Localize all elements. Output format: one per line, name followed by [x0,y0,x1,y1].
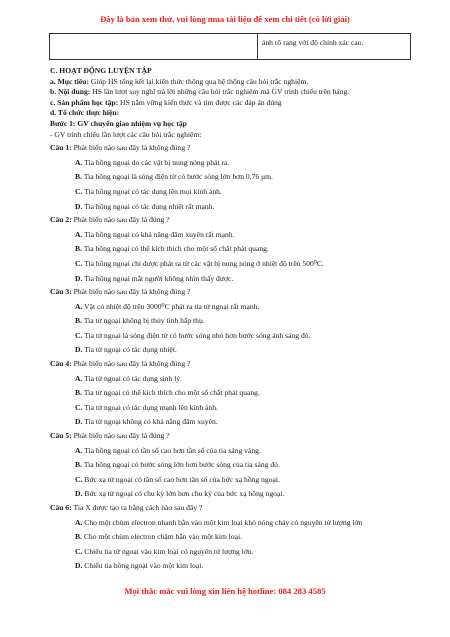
answer-option [50,345,412,356]
option-text: Tia hồng ngoại do các vật bị nung nóng phát ra. [82,157,230,167]
answer-option [50,532,412,543]
question [50,143,412,154]
question-text: Phát biểu nào sau đây là đúng ? [71,215,170,225]
option-letter: B. [75,172,82,182]
product-label: c. Sản phẩm học tập: [50,97,119,107]
option-letter: B. [75,532,82,542]
table-cell-text: ảnh rõ rang với độ chính xác cao. [262,38,364,47]
answer-option [50,417,412,428]
option-text: Chiếu tia hồng ngoại vào một kim loại. [82,561,204,571]
question-text: Phát biểu nào sau đây là không đúng ? [71,359,191,369]
option-text: Tia tử ngoại không có khả năng đâm xuyên. [82,417,218,427]
option-text: Tia tử ngoại không bị thủy tinh hấp thụ. [81,316,205,326]
answer-option [50,316,412,327]
answer-option [50,244,412,255]
option-letter: A. [75,517,83,527]
answer-option [50,331,412,342]
option-letter: B. [75,388,82,398]
option-text: Tia tử ngoại là sóng điện từ có bước sóng nhỏ hơn bước sóng ánh sáng đỏ. [82,330,311,340]
answer-option [50,259,412,270]
option-text: Tia hồng ngoại có tác dụng nhiệt rất mạnh. [82,201,215,211]
content-label: b. Nội dung: [50,87,91,97]
answer-option [50,403,412,414]
answer-option [50,202,412,213]
option-text: Tia tử ngoại có thể kích thích cho một số chất phát quang. [81,388,260,398]
option-text: Tia hồng ngoại mắt người không nhìn thấy được. [82,273,234,283]
option-letter: C. [75,474,83,484]
answer-option [50,561,412,572]
option-text: Tia hồng ngoại là sóng điện từ có bước sóng lớn hơn 0,76 μm. [81,172,273,182]
answer-option [50,388,412,399]
option-letter: C. [75,186,83,196]
option-letter: C. [75,258,83,268]
answer-option [50,489,412,500]
option-text: Tia tử ngoại có tác dụng sinh lý. [82,373,183,383]
option-text: Tia hồng ngoại chỉ được phát ra từ các vật bị nung nóng ở nhiệt độ trên 500⁰C. [82,258,324,268]
option-text: Tia hồng ngoại có thể kích thích cho một số chất phát quang. [81,244,269,254]
answer-option [50,518,412,529]
question [50,503,412,514]
table-fragment [49,33,411,60]
option-text: Tia hồng ngoại có tần số cao hơn tần số của tia sáng vàng. [82,445,261,455]
option-letter: C. [75,402,83,412]
question [50,287,412,298]
option-text: Bức xạ tử ngoại có chu kỳ lớn hơn chu kỳ của bức xạ hồng ngoại. [82,489,285,499]
question-text: Phát biểu nào sau đây là đúng ? [71,431,170,441]
option-text: Tia hồng ngoại có tác dụng lên mọi kính ảnh. [82,186,222,196]
option-text: Cho một chùm electron chậm bắn vào một kim loại. [81,532,243,542]
option-text: Vật có nhiệt độ trên 3000⁰C phát ra tia tử ngoại rất mạnh. [82,301,260,311]
question-text: Tia X được tạo ra bằng cách nào sau đây ? [71,503,203,512]
option-letter: B. [75,460,82,470]
question-label: Câu 5: [50,431,72,441]
option-letter: C. [75,330,83,340]
option-text: Chiếu tia tử ngoại vào kim loại có nguyên tử lượng lớn. [82,546,254,556]
answer-option [50,158,412,169]
option-letter: D. [75,201,83,211]
option-letter: D. [75,417,83,427]
step1-heading: Bước 1: GV chuyển giao nhiệm vụ học tập [50,118,187,128]
option-letter: A. [75,157,83,167]
answer-option [50,547,412,558]
option-text: Tia tử ngoại có tác dụng mạnh lên kính ảnh. [82,402,218,412]
table-cell-empty [50,34,258,59]
lesson-content [50,66,412,572]
answer-option [50,460,412,471]
answer-option [50,374,412,385]
option-letter: A. [75,373,83,383]
goal-line [50,77,412,88]
product-text: HS nắm vững kiến thức và tìm được các đáp án đúng [118,97,282,107]
content-text: HS lần lượt suy nghĩ trả lời những câu hỏi trắc nghiệm mà GV trình chiếu trên bảng. [90,87,350,97]
product-line [50,98,412,109]
option-letter: D. [75,489,83,499]
question-label: Câu 1: [50,143,72,153]
option-letter: D. [75,273,83,283]
content-line [50,87,412,98]
option-text: Cho một chùm electron nhanh bắn vào một kim loại khó nóng chảy có nguyên tử lượng lớn [82,517,363,527]
answer-option [50,475,412,486]
question-label: Câu 2: [50,215,72,225]
option-letter: B. [75,316,82,326]
question-label: Câu 4: [50,359,72,369]
goal-text: Giúp HS tổng kết lại kiến thức thông qua hệ thống câu hỏi trắc nghiệm. [89,76,309,86]
step1-description: - GV trình chiếu lần lượt các câu hỏi trắc nghiệm: [50,129,202,139]
option-text: Tia tử ngoại có tác dụng nhiệt. [82,345,177,355]
question [50,431,412,442]
question [50,215,412,226]
option-letter: D. [75,345,83,355]
question-label: Câu 3: [50,287,72,297]
question-text: Phát biểu nào sau đây là không đúng ? [71,143,191,153]
option-letter: A. [75,445,83,455]
option-letter: A. [75,301,83,311]
hotline-footer-banner: Mọi thắc mắc vui lòng xin liên hệ hotline: 084 283 4585 [124,586,326,596]
question-text: Phát biểu nào sau đây là không đúng ? [71,287,191,297]
answer-option [50,302,412,313]
preview-notice-banner: Đây là bản xem thử, vui lòng mua tài liệu để xem chi tiết (có lời giải) [100,14,350,24]
answer-option [50,446,412,457]
section-heading: C. HOẠT ĐỘNG LUYỆN TẬP [50,66,152,75]
option-text: Tia hồng ngoại có khả năng đâm xuyên rất mạnh. [82,229,235,239]
question [50,359,412,370]
option-text: Tia hồng ngoại có bước sóng lớn hơn bước sóng của tia sáng đỏ. [81,460,280,470]
answer-option [50,274,412,285]
option-letter: D. [75,561,83,571]
answer-option [50,187,412,198]
option-letter: B. [75,244,82,254]
organize-heading: d. Tổ chức thực hiện: [50,108,120,118]
answer-option [50,172,412,183]
goal-label: a. Mục tiêu: [50,76,90,86]
option-text: Bức xạ tử ngoại có tần số cao hơn tần số của bức xạ hồng ngoại. [82,474,280,484]
option-letter: C. [75,546,83,556]
answer-option [50,230,412,241]
question-label: Câu 6: [50,503,72,512]
option-letter: A. [75,229,83,239]
